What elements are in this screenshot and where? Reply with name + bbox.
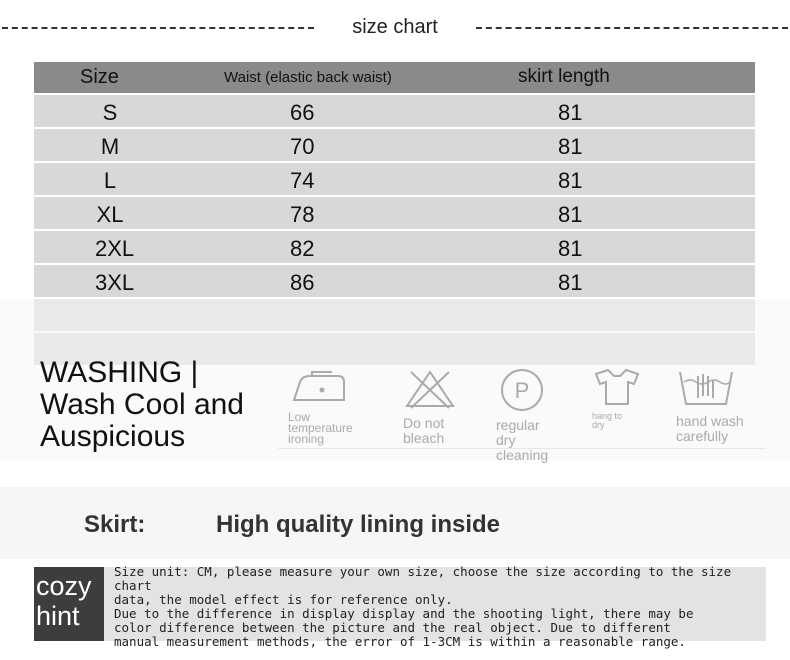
cell-size: 3XL <box>95 270 135 295</box>
hint-body: Size unit: CM, please measure your own size, choose the size according to the size chart data, the model effect is for reference only. Due to the difference in display display and the shooting light, there may be color difference between the picture and the real object. Due to different manual measurement methods, the error of 1-3CM is within a reasonable range. <box>114 564 732 649</box>
page-title: size chart <box>352 16 438 38</box>
cell-waist: 66 <box>290 100 315 125</box>
cell-waist: 74 <box>290 168 315 193</box>
skirt-label: Skirt: <box>84 511 146 538</box>
size-table <box>34 62 755 367</box>
hand-wash-icon <box>676 368 736 408</box>
table-header <box>34 62 755 93</box>
table-row <box>34 95 755 127</box>
divider-line <box>278 448 766 449</box>
care-label: hang to dry <box>592 411 623 430</box>
empty-table-row <box>34 299 755 331</box>
table-row <box>34 129 755 161</box>
care-label: Do not bleach <box>403 415 445 446</box>
table-row <box>34 231 755 263</box>
cell-size: L <box>103 168 117 193</box>
cell-length: 81 <box>558 100 583 125</box>
title-row <box>0 14 790 44</box>
header-size: Size <box>80 66 119 88</box>
dry-clean-icon <box>496 368 546 412</box>
washing-heading-line: WASHING | <box>40 356 199 389</box>
skirt-feature-text: High quality lining inside <box>216 511 501 538</box>
header-length: skirt length <box>518 66 610 87</box>
cell-waist: 82 <box>290 236 315 261</box>
hint-title-line: hint <box>36 601 80 631</box>
cell-size: M <box>100 134 120 159</box>
care-label: Low temperature ironing <box>288 410 353 446</box>
cozy-hint-badge <box>34 567 104 641</box>
iron-icon <box>288 368 352 406</box>
title-divider-right <box>476 27 788 29</box>
washing-heading-line: Wash Cool and <box>40 388 244 421</box>
svg-text:P: P <box>514 378 530 403</box>
cell-size: S <box>102 100 118 125</box>
cell-size: 2XL <box>95 236 135 261</box>
cell-length: 81 <box>558 202 583 227</box>
care-item-ironing <box>288 368 353 445</box>
cell-length: 81 <box>558 168 583 193</box>
cell-waist: 86 <box>290 270 315 295</box>
cell-size: XL <box>96 202 124 227</box>
washing-heading <box>40 357 244 453</box>
care-label: regular dry cleaning <box>496 417 549 463</box>
table-row <box>34 197 755 229</box>
care-item-hang <box>592 368 642 430</box>
cell-length: 81 <box>558 236 583 261</box>
table-row <box>34 265 755 297</box>
cell-length: 81 <box>558 270 583 295</box>
header-waist: Waist (elastic back waist) <box>224 69 392 86</box>
no-bleach-icon <box>403 368 457 410</box>
hint-title-line: cozy <box>36 571 92 601</box>
cell-waist: 78 <box>290 202 315 227</box>
washing-heading-line: Auspicious <box>40 420 186 453</box>
care-item-bleach <box>403 368 457 446</box>
hint-text-panel <box>104 564 766 649</box>
care-item-handwash <box>676 368 744 444</box>
skirt-feature <box>0 487 790 559</box>
cell-length: 81 <box>558 134 583 159</box>
care-label: hand wash carefully <box>676 413 744 444</box>
cell-waist: 70 <box>290 134 315 159</box>
table-row <box>34 163 755 195</box>
hang-dry-icon <box>592 368 642 406</box>
